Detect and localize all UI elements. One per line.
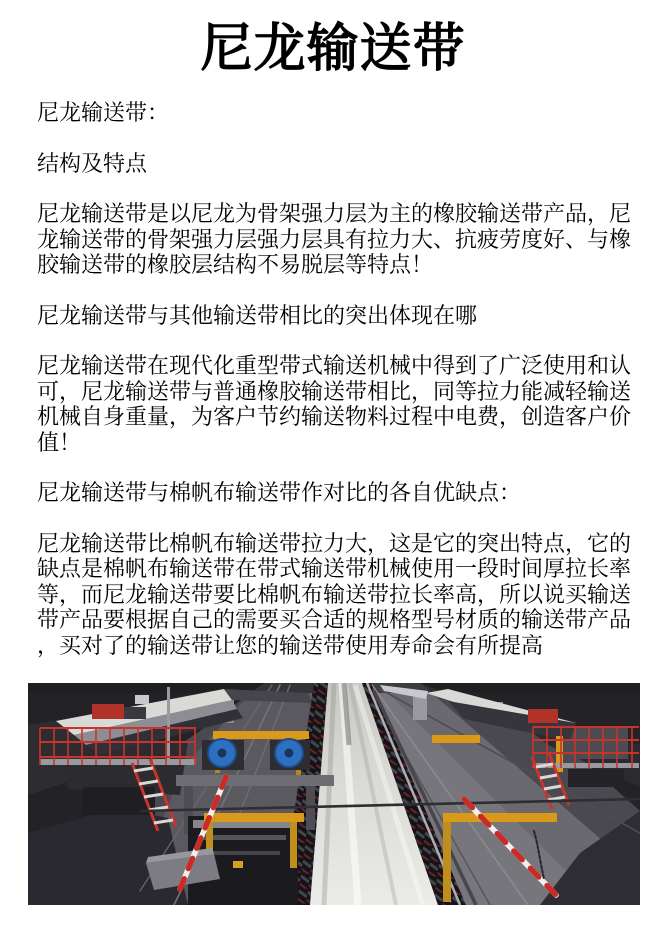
paragraph-cotton-body: 尼龙输送带比棉帆布输送带拉力大，这是它的突出特点，它的缺点是棉帆布输送带在带式输送带机械使用一段时间厚拉长率等，而尼龙输送带要比棉帆布输送带拉长率高，所以说买输送带产品要根据自己的需要买合适的规格型号材质的输送带产品，买对了的输送带让您的输送带使用寿命会有所提高 bbox=[37, 530, 632, 658]
paragraph-cotton-head: 尼龙输送带与棉帆布输送带作对比的各自优缺点： bbox=[37, 480, 522, 505]
paragraph-lead: 尼龙输送带： bbox=[37, 100, 170, 125]
article-body bbox=[37, 100, 633, 658]
paragraph-compare-head: 尼龙输送带与其他输送带相比的突出体现在哪 bbox=[37, 302, 478, 328]
paragraph-structure-head: 结构及特点 bbox=[37, 150, 148, 176]
page-title: 尼龙输送带 bbox=[200, 20, 466, 78]
paragraph-compare-body: 尼龙输送带在现代化重型带式输送机械中得到了广泛使用和认可，尼龙输送带与普通橡胶输送带相比，同等拉力能减轻输送机械自身重量，为客户节约输送物料过程中电费，创造客户价值！ bbox=[37, 353, 632, 455]
document-page bbox=[0, 12, 666, 942]
conveyor-photo bbox=[28, 683, 640, 905]
paragraph-structure-body: 尼龙输送带是以尼龙为骨架强力层为主的橡胶输送带产品，尼龙输送带的骨架强力层强力层具有拉力大、抗疲劳度好、与橡胶输送带的橡胶层结构不易脱层等特点！ bbox=[37, 201, 632, 277]
